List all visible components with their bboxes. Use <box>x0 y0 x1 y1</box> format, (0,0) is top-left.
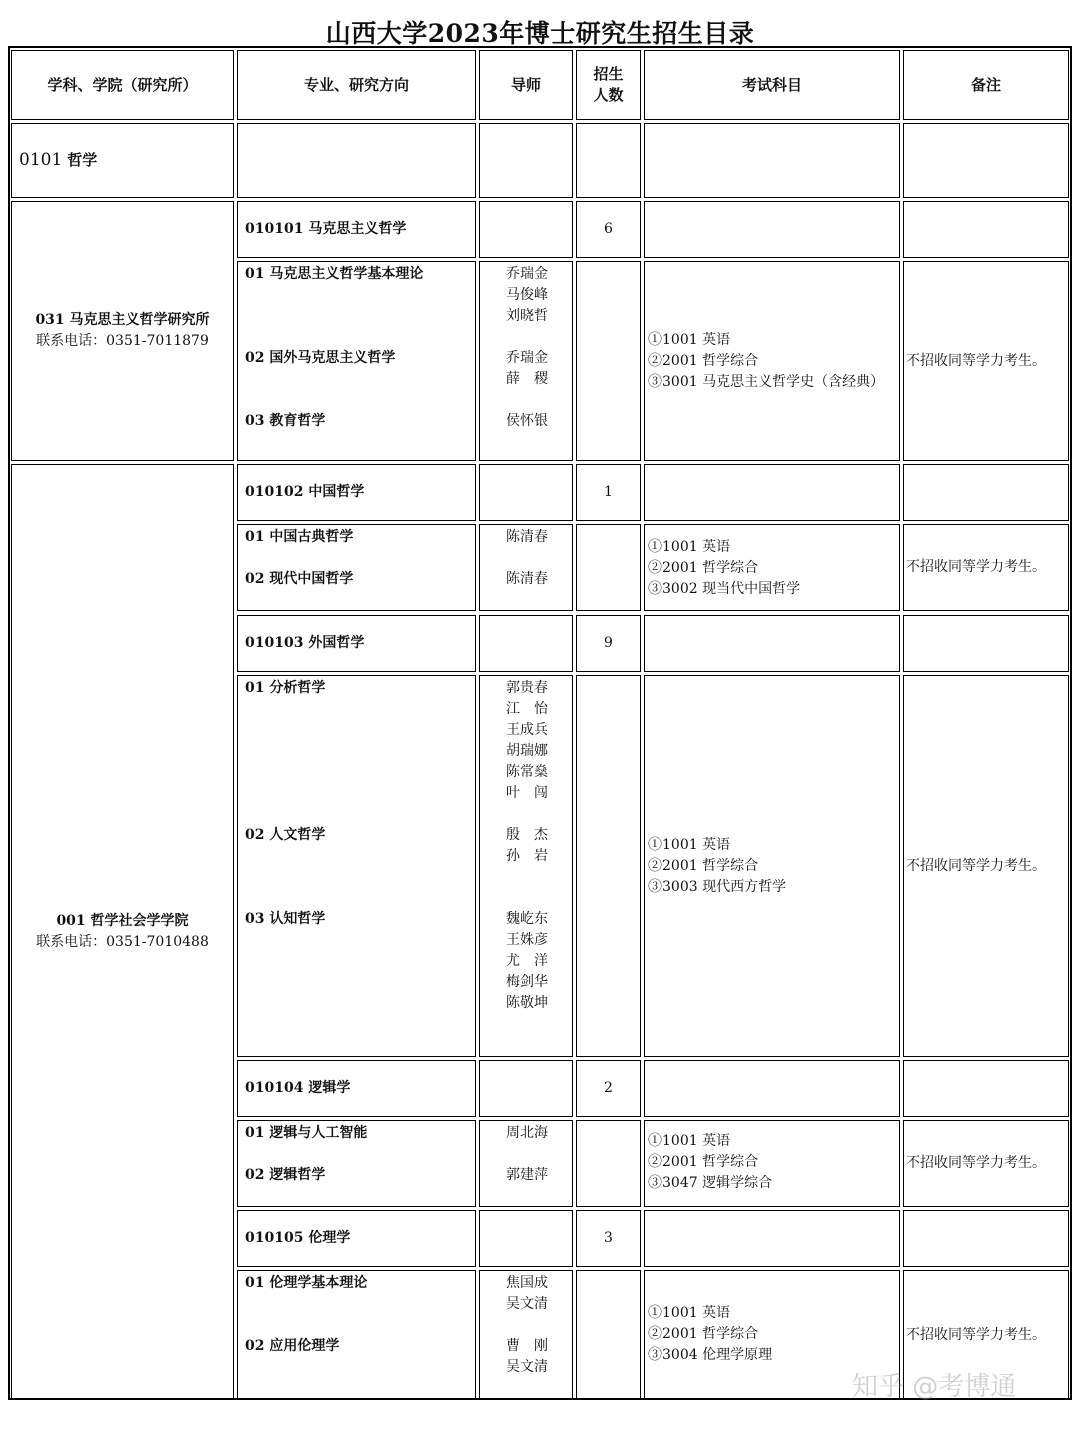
discipline-empty-count <box>576 123 641 198</box>
major-010103-directions <box>237 675 476 1057</box>
major-010102-tutor-empty <box>479 464 573 521</box>
tutor-name: 马俊峰 <box>506 287 548 303</box>
exam-subject: ①1001 英语 <box>648 332 731 348</box>
major-010101-tutors <box>479 261 573 461</box>
direction-item: 01 中国古典哲学 <box>245 529 354 545</box>
major-010104-note-empty <box>903 1060 1069 1117</box>
major-010105-note-empty <box>903 1210 1069 1267</box>
direction-item: 02 应用伦理学 <box>245 1338 340 1354</box>
major-010104-count <box>576 1060 641 1117</box>
tutor-name: 曹 刚 <box>506 1338 548 1354</box>
tutor-name: 陈常燊 <box>506 764 548 780</box>
discipline-empty-tutor <box>479 123 573 198</box>
tutor-name: 孙 岩 <box>506 848 548 864</box>
major-010101 <box>237 201 476 258</box>
note-text: 不招收同等学力考生。 <box>906 1326 1046 1343</box>
tutor-name: 刘晓哲 <box>506 308 548 324</box>
major-010102-exam-empty <box>644 464 900 521</box>
note-text: 不招收同等学力考生。 <box>906 352 1046 369</box>
watermark: 知乎 @考博通 <box>852 1372 1017 1402</box>
header-discipline: 学科、学院（研究所） <box>11 50 234 120</box>
direction-item: 02 逻辑哲学 <box>245 1167 326 1183</box>
discipline-empty-exam <box>644 123 900 198</box>
exam-subject: ②2001 哲学综合 <box>648 353 759 369</box>
major-010105-count <box>576 1210 641 1267</box>
major-010101-note-empty <box>903 201 1069 258</box>
tutor-name: 吴文清 <box>506 1359 548 1375</box>
tutor-name: 梅剑华 <box>506 974 548 990</box>
tutor-name: 魏屹东 <box>506 911 548 927</box>
page-title: 山西大学2023年博士研究生招生目录 <box>325 19 755 48</box>
major-010104-tutor-empty <box>479 1060 573 1117</box>
tutor-name: 叶 闯 <box>506 785 548 801</box>
direction-item: 01 马克思主义哲学基本理论 <box>245 266 424 282</box>
tutor-name: 郭贵春 <box>506 680 548 696</box>
institute-001-cell <box>11 464 234 1400</box>
major-010104 <box>237 1060 476 1117</box>
note-text: 不招收同等学力考生。 <box>906 857 1046 874</box>
direction-item: 01 逻辑与人工智能 <box>245 1125 368 1141</box>
major-010102-tutors <box>479 524 573 611</box>
institute-031-phone: 联系电话：0351-7011879 <box>36 333 209 349</box>
tutor-name: 江 怡 <box>506 701 548 717</box>
major-010103 <box>237 615 476 672</box>
direction-item: 01 伦理学基本理论 <box>245 1275 368 1291</box>
major-010102 <box>237 464 476 521</box>
institute-001-phone: 联系电话：0351-7010488 <box>36 934 209 950</box>
major-010103-exams <box>644 675 900 1057</box>
major-010103-count-value: 9 <box>604 635 613 651</box>
major-010102-exams <box>644 524 900 611</box>
major-010103-tutors <box>479 675 573 1057</box>
exam-subject: ①1001 英语 <box>648 1133 731 1149</box>
major-010102-dir-count-empty <box>576 524 641 611</box>
major-010104-note <box>903 1120 1069 1207</box>
discipline-name: 哲学 <box>67 151 98 169</box>
direction-item: 01 分析哲学 <box>245 680 326 696</box>
discipline-code: 0101 <box>19 150 63 170</box>
major-010102-count <box>576 464 641 521</box>
major-010103-dir-count-empty <box>576 675 641 1057</box>
exam-subject: ①1001 英语 <box>648 837 731 853</box>
note-text: 不招收同等学力考生。 <box>906 1155 1046 1171</box>
tutor-name: 乔瑞金 <box>506 350 548 366</box>
major-010105 <box>237 1210 476 1267</box>
major-010104-name: 010104 逻辑学 <box>245 1080 351 1096</box>
exam-subject: ②2001 哲学综合 <box>648 1326 759 1342</box>
major-010101-directions <box>237 261 476 461</box>
header-note: 备注 <box>903 50 1069 120</box>
major-010104-tutors <box>479 1120 573 1207</box>
major-010105-tutor-empty <box>479 1210 573 1267</box>
discipline-cell <box>11 123 234 198</box>
major-010101-name: 010101 马克思主义哲学 <box>245 221 407 237</box>
major-010105-count-value: 3 <box>604 1230 613 1246</box>
tutor-name: 周北海 <box>506 1125 548 1141</box>
direction-item: 02 国外马克思主义哲学 <box>245 350 396 366</box>
exam-subject: ③3003 现代西方哲学 <box>648 879 787 895</box>
major-010105-directions <box>237 1270 476 1400</box>
major-010105-tutors <box>479 1270 573 1400</box>
tutor-name: 乔瑞金 <box>506 266 548 282</box>
tutor-name: 焦国成 <box>506 1275 548 1291</box>
exam-subject: ②2001 哲学综合 <box>648 858 759 874</box>
institute-031-cell <box>11 201 234 461</box>
major-010102-count-value: 1 <box>604 484 613 500</box>
major-010101-count <box>576 201 641 258</box>
major-010103-count <box>576 615 641 672</box>
discipline-empty-major <box>237 123 476 198</box>
major-010103-note <box>903 675 1069 1057</box>
exam-subject: ③3004 伦理学原理 <box>648 1347 773 1363</box>
major-010101-note <box>903 261 1069 461</box>
header-tutor: 导师 <box>479 50 573 120</box>
major-010102-note <box>903 524 1069 611</box>
direction-item: 03 教育哲学 <box>245 413 326 429</box>
exam-subject: ③3002 现当代中国哲学 <box>648 581 801 597</box>
tutor-name: 陈敬坤 <box>506 995 548 1011</box>
header-count <box>576 50 641 120</box>
major-010102-directions <box>237 524 476 611</box>
exam-subject: ①1001 英语 <box>648 539 731 555</box>
header-exam: 考试科目 <box>644 50 900 120</box>
tutor-name: 吴文清 <box>506 1296 548 1312</box>
direction-item: 03 认知哲学 <box>245 911 326 927</box>
major-010101-dir-count-empty <box>576 261 641 461</box>
major-010104-count-value: 2 <box>604 1080 613 1096</box>
exam-subject: ②2001 哲学综合 <box>648 1154 759 1170</box>
major-010101-count-value: 6 <box>604 221 613 237</box>
major-010103-note-empty <box>903 615 1069 672</box>
major-010104-dir-count-empty <box>576 1120 641 1207</box>
major-010103-exam-empty <box>644 615 900 672</box>
major-010105-name: 010105 伦理学 <box>245 1230 351 1246</box>
tutor-name: 陈清春 <box>506 529 548 545</box>
discipline-empty-note <box>903 123 1069 198</box>
tutor-name: 王成兵 <box>506 722 548 738</box>
direction-item: 02 现代中国哲学 <box>245 571 354 587</box>
tutor-name: 胡瑞娜 <box>506 743 548 759</box>
direction-item: 02 人文哲学 <box>245 827 326 843</box>
header-count-line1: 招生 <box>593 65 624 83</box>
institute-001-name: 001 哲学社会学学院 <box>56 913 189 929</box>
major-010101-exams <box>644 261 900 461</box>
major-010102-name: 010102 中国哲学 <box>245 484 365 500</box>
header-count-line2: 人数 <box>593 86 624 104</box>
major-010101-tutor-empty <box>479 201 573 258</box>
exam-subject: ③3001 马克思主义哲学史（含经典） <box>648 374 885 390</box>
exam-subject: ③3047 逻辑学综合 <box>648 1175 773 1191</box>
major-010104-directions <box>237 1120 476 1207</box>
major-010102-note-empty <box>903 464 1069 521</box>
tutor-name: 殷 杰 <box>506 827 548 843</box>
tutor-name: 郭建萍 <box>506 1167 548 1183</box>
major-010103-name: 010103 外国哲学 <box>245 635 365 651</box>
exam-subject: ①1001 英语 <box>648 1305 731 1321</box>
note-text: 不招收同等学力考生。 <box>906 559 1046 575</box>
tutor-name: 薛 稷 <box>506 371 548 387</box>
major-010101-exam-empty <box>644 201 900 258</box>
tutor-name: 侯怀银 <box>506 413 548 429</box>
major-010104-exams <box>644 1120 900 1207</box>
major-010103-tutor-empty <box>479 615 573 672</box>
major-010104-exam-empty <box>644 1060 900 1117</box>
tutor-name: 王姝彦 <box>506 932 548 948</box>
header-major: 专业、研究方向 <box>237 50 476 120</box>
major-010105-dir-count-empty <box>576 1270 641 1400</box>
tutor-name: 陈清春 <box>506 571 548 587</box>
institute-031-name: 031 马克思主义哲学研究所 <box>35 312 210 328</box>
exam-subject: ②2001 哲学综合 <box>648 560 759 576</box>
major-010105-exam-empty <box>644 1210 900 1267</box>
tutor-name: 尤 洋 <box>506 953 548 969</box>
